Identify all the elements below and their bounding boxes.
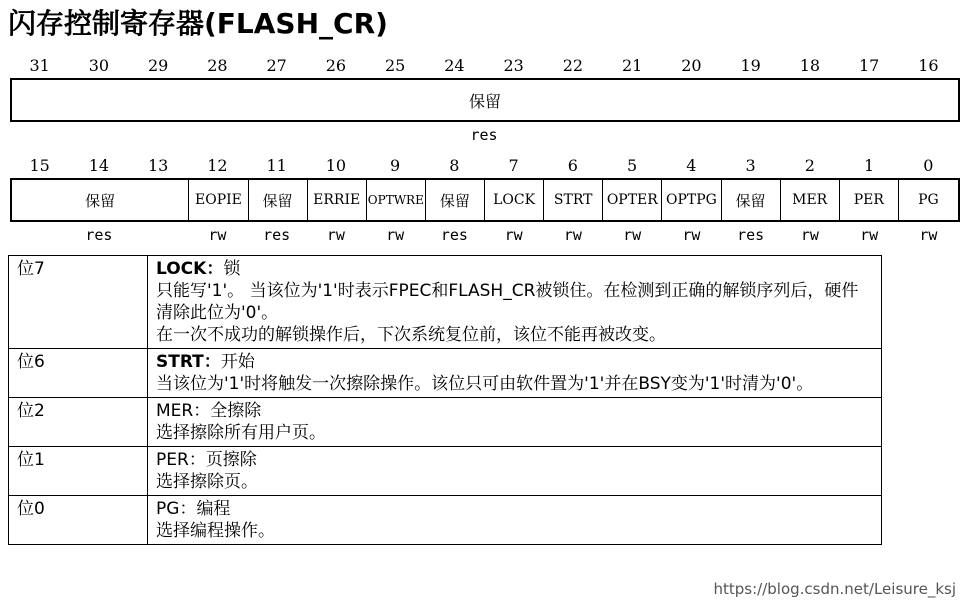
- field-title: 页擦除: [205, 450, 257, 470]
- bit-number: 21: [621, 56, 643, 75]
- description-cell: [148, 349, 882, 398]
- access-reserved: res: [737, 226, 765, 244]
- bit-number: 13: [147, 156, 169, 175]
- bit-number: 8: [449, 156, 460, 175]
- description-line: 选择编程操作。: [156, 521, 275, 541]
- field-name: MER: [156, 401, 194, 421]
- field-opter: OPTER: [603, 180, 662, 220]
- field-heading: PG：编程: [156, 499, 231, 519]
- bit-number: 30: [88, 56, 110, 75]
- bit-cell: 位7: [9, 256, 148, 349]
- bit-cell: 位1: [9, 447, 148, 496]
- bit-number: 17: [858, 56, 880, 75]
- bit-number: 6: [567, 156, 578, 175]
- field-strt: STRT: [544, 180, 603, 220]
- access-reserved: res: [440, 226, 468, 244]
- access-per: rw: [860, 226, 879, 244]
- bit-cell: 位6: [9, 349, 148, 398]
- lower-register-box: [10, 178, 960, 222]
- field-pg: PG: [918, 192, 939, 208]
- bit-number: 9: [390, 156, 401, 175]
- bit-number: 31: [29, 56, 50, 75]
- table-row: [9, 447, 882, 496]
- field-per: PER: [840, 180, 899, 220]
- access-opter: rw: [623, 226, 642, 244]
- bit-number: 5: [627, 156, 638, 175]
- description-line: 选择擦除页。: [156, 472, 258, 492]
- access-mer: rw: [800, 226, 819, 244]
- field-optwre: OPTWRE: [367, 180, 426, 220]
- field-eopie: EOPIE: [189, 180, 248, 220]
- field-title: 开始: [220, 352, 255, 372]
- field-name: PER: [156, 450, 189, 470]
- bit-number: 14: [88, 156, 110, 175]
- lower-access-row: [10, 224, 958, 246]
- bit-number: 15: [29, 156, 50, 175]
- bit-number: 20: [681, 56, 702, 75]
- table-row: [9, 256, 882, 349]
- bit-number: 11: [266, 156, 287, 175]
- field-title: 编程: [196, 499, 231, 519]
- bit-number: 7: [508, 156, 519, 175]
- bit-number: 3: [745, 156, 756, 175]
- access-strt: rw: [563, 226, 582, 244]
- bit-number: 26: [325, 56, 347, 75]
- access-lock: rw: [504, 226, 523, 244]
- field-name: STRT: [156, 352, 204, 372]
- reserved-field: 保留: [426, 180, 485, 220]
- bit-cell: 位2: [9, 398, 148, 447]
- bit-number: 18: [799, 56, 821, 75]
- field-lock: LOCK: [485, 180, 544, 220]
- bit-number: 10: [325, 156, 347, 175]
- field-name: PG: [156, 499, 180, 519]
- bit-cell: 位0: [9, 496, 148, 545]
- table-row: [9, 349, 882, 398]
- field-optpg: OPTPG: [662, 180, 721, 220]
- description-line: 当该位为'1'时将触发一次擦除操作。该位只可由软件置为'1'并在BSY变为'1'时清为'0'。: [156, 374, 814, 394]
- field-name: LOCK: [156, 259, 207, 279]
- bit-number: 28: [207, 56, 228, 75]
- access-errie: rw: [326, 226, 345, 244]
- field-heading: MER：全擦除: [156, 401, 262, 421]
- bit-number: 23: [503, 56, 524, 75]
- reserved-field: 保留: [722, 180, 781, 220]
- register-title: 闪存控制寄存器(FLASH_CR): [8, 7, 388, 40]
- field-title: 锁: [223, 259, 241, 279]
- description-cell: [148, 496, 882, 545]
- access-optwre: rw: [386, 226, 405, 244]
- reserved-field: 保留: [249, 180, 308, 220]
- field-heading: LOCK：锁: [156, 259, 241, 279]
- bit-number: 24: [444, 56, 465, 75]
- access-reserved: res: [263, 226, 291, 244]
- bit-number: 12: [207, 156, 228, 175]
- upper-access: res: [470, 126, 498, 144]
- field-heading: PER：页擦除: [156, 450, 257, 470]
- upper-register-box: [10, 78, 960, 122]
- bit-number: 29: [147, 56, 169, 75]
- field-heading: STRT：开始: [156, 352, 255, 372]
- access-optpg: rw: [682, 226, 701, 244]
- description-cell: [148, 398, 882, 447]
- bit-number: 4: [686, 156, 697, 175]
- access-pg: rw: [919, 226, 938, 244]
- field-errie: ERRIE: [308, 180, 367, 220]
- access-reserved: res: [85, 226, 113, 244]
- reserved-field: 保留: [468, 91, 501, 111]
- bit-number: 1: [864, 156, 875, 175]
- description-cell: [148, 447, 882, 496]
- description-line: 只能写'1'。 当该位为'1'时表示FPEC和FLASH_CR被锁住。在检测到正确的解锁序列后，硬件清除此位为'0'。: [156, 281, 859, 323]
- bit-number: 25: [384, 56, 406, 75]
- table-row: [9, 398, 882, 447]
- access-eopie: rw: [208, 226, 227, 244]
- field-mer: MER: [781, 180, 840, 220]
- upper-bit-numbers: [10, 55, 958, 77]
- reserved-field: 保留: [12, 180, 189, 220]
- bit-number: 22: [562, 56, 584, 75]
- table-row: [9, 496, 882, 545]
- bit-number: 27: [266, 56, 287, 75]
- bit-description-table: [8, 255, 882, 545]
- lower-bit-numbers: [10, 155, 958, 177]
- bit-number: 0: [923, 156, 934, 175]
- watermark: https://blog.csdn.net/Leisure_ksj: [713, 580, 956, 598]
- description-line: 在一次不成功的解锁操作后，下次系统复位前，该位不能再被改变。: [156, 325, 666, 345]
- description-cell: [148, 256, 882, 349]
- bit-number: 19: [740, 56, 761, 75]
- bit-number: 2: [804, 156, 815, 175]
- description-line: 选择擦除所有用户页。: [156, 423, 326, 443]
- field-title: 全擦除: [210, 401, 262, 421]
- bit-number: 16: [918, 56, 939, 75]
